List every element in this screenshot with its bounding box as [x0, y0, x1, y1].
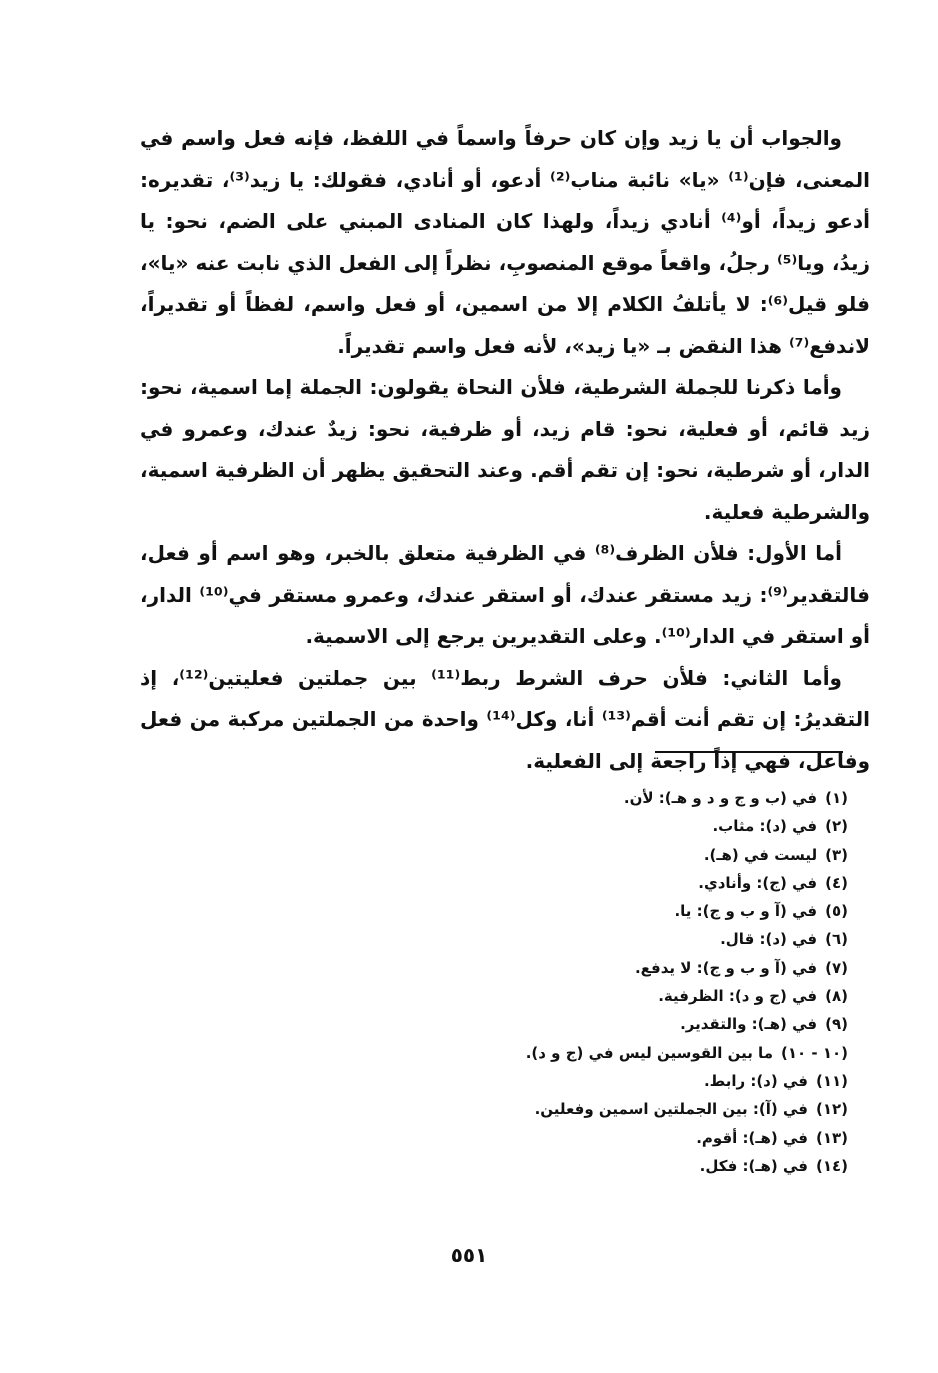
footnote	[420, 897, 848, 925]
page-number: ٥٥١	[450, 1243, 488, 1267]
footnote-text: في (ج و د): الظرفية.	[658, 987, 818, 1006]
footnote	[420, 812, 848, 840]
footnote	[420, 1010, 848, 1038]
footnote-number: (٨)	[825, 987, 848, 1006]
main-text	[140, 118, 870, 782]
footnote-text: في (د): مثاب.	[712, 817, 818, 836]
footnote	[420, 1124, 848, 1152]
footnote-separator	[655, 751, 843, 753]
footnote-number: (٩)	[825, 1015, 848, 1034]
footnote-number: (٦)	[825, 930, 848, 949]
footnote-number: (١)	[825, 789, 848, 807]
footnote	[420, 841, 848, 869]
footnote-number: (١٢)	[815, 1100, 848, 1119]
footnote-number: (١٠ - ١٠)	[780, 1043, 848, 1062]
footnote	[420, 784, 848, 812]
footnote-text: في (ج): وأنادي.	[698, 873, 818, 892]
paragraph: وأما الثاني: فلأن حرف الشرط ربط⁽¹¹⁾ بين جملتين فعليتين⁽¹²⁾، إذ التقديرُ: إن تقم أنت أقم⁽¹³⁾ أنا، وكل⁽¹⁴⁾ واحدة من الجملتين مركبة من فعل وفاعل، فهي إذاً راجعة إلى الفعلية.	[140, 665, 870, 773]
footnote-text: في (هـ): والتقدير.	[680, 1015, 818, 1034]
footnote-number: (٥)	[825, 902, 848, 921]
paragraph: وأما ذكرنا للجملة الشرطية، فلأن النحاة يقولون: الجملة إما اسمية، نحو: زيد قائم، أو فعلية، نحو: قام زيد، أو ظرفية، نحو: زيدٌ عندك، وعمرو في الدار، أو شرطية، نحو: إن تقم أقم. وعند التحقيق يظهر أن الظرفية اسمية، والشرطية فعلية.	[140, 375, 870, 524]
footnote	[420, 982, 848, 1010]
footnote-number: (١٣)	[815, 1128, 848, 1147]
footnote	[420, 1039, 848, 1067]
footnote-text: في (آ و ب و ج): يا.	[674, 902, 818, 921]
footnote	[420, 1152, 848, 1180]
footnote-number: (١٤)	[815, 1156, 848, 1175]
footnote-text: ما بين القوسين ليس في (ج و د).	[525, 1043, 773, 1062]
footnote-text: في (ب و ج و د و هـ): لأن.	[623, 789, 818, 807]
footnote-text: ليست في (هـ).	[703, 845, 818, 864]
footnote	[420, 925, 848, 953]
footnote	[420, 1095, 848, 1123]
footnote-text: في (د): قال.	[720, 930, 818, 949]
footnote-number: (٣)	[825, 845, 848, 864]
footnotes	[420, 784, 848, 1180]
footnote	[420, 954, 848, 982]
footnote	[420, 869, 848, 897]
footnote-number: (٢)	[825, 817, 848, 836]
paragraph: والجواب أن يا زيد وإن كان حرفاً واسماً في اللفظ، فإنه فعل واسم في المعنى، فإن⁽¹⁾ «يا» نائبة مناب⁽²⁾ أدعو، أو أنادي، فقولك: يا زيد⁽³⁾، تقديره: أدعو زيداً، أو⁽⁴⁾ أنادي زيداً، ولهذا كان المنادى المبني على الضم، نحو: يا زيدُ، ويا⁽⁵⁾ رجلُ، واقعاً موقع المنصوبِ، نظراً إلى الفعل الذي نابت عنه «يا»، فلو قيل⁽⁶⁾: لا يأتلفُ الكلام إلا من اسمين، أو فعل واسم، لفظاً أو تقديراً، لاندفع⁽⁷⁾ هذا النقض بـ «يا زيد»، لأنه فعل واسم تقديراً.	[140, 126, 871, 358]
footnote-text: في (هـ): فكل.	[699, 1156, 808, 1175]
footnote-text: في (آ و ب و ج): لا يدفع.	[634, 958, 818, 977]
footnote-text: في (هـ): أقوم.	[696, 1128, 808, 1147]
footnote-number: (٤)	[825, 873, 848, 892]
paragraph: أما الأول: فلأن الظرف⁽⁸⁾ في الظرفية متعلق بالخبر، وهو اسم أو فعل، فالتقدير⁽⁹⁾: زيد مستقر عندك، أو استقر عندك، وعمرو مستقر في⁽¹⁰⁾ الدار، أو استقر في الدار⁽¹⁰⁾. وعلى التقديرين يرجع إلى الاسمية.	[140, 541, 870, 648]
footnote	[420, 1067, 848, 1095]
footnote-number: (٧)	[825, 958, 848, 977]
footnote-number: (١١)	[815, 1071, 848, 1090]
footnote-text: في (آ): بين الجملتين اسمين وفعلين.	[534, 1100, 808, 1119]
footnote-text: في (د): رابط.	[703, 1071, 808, 1090]
